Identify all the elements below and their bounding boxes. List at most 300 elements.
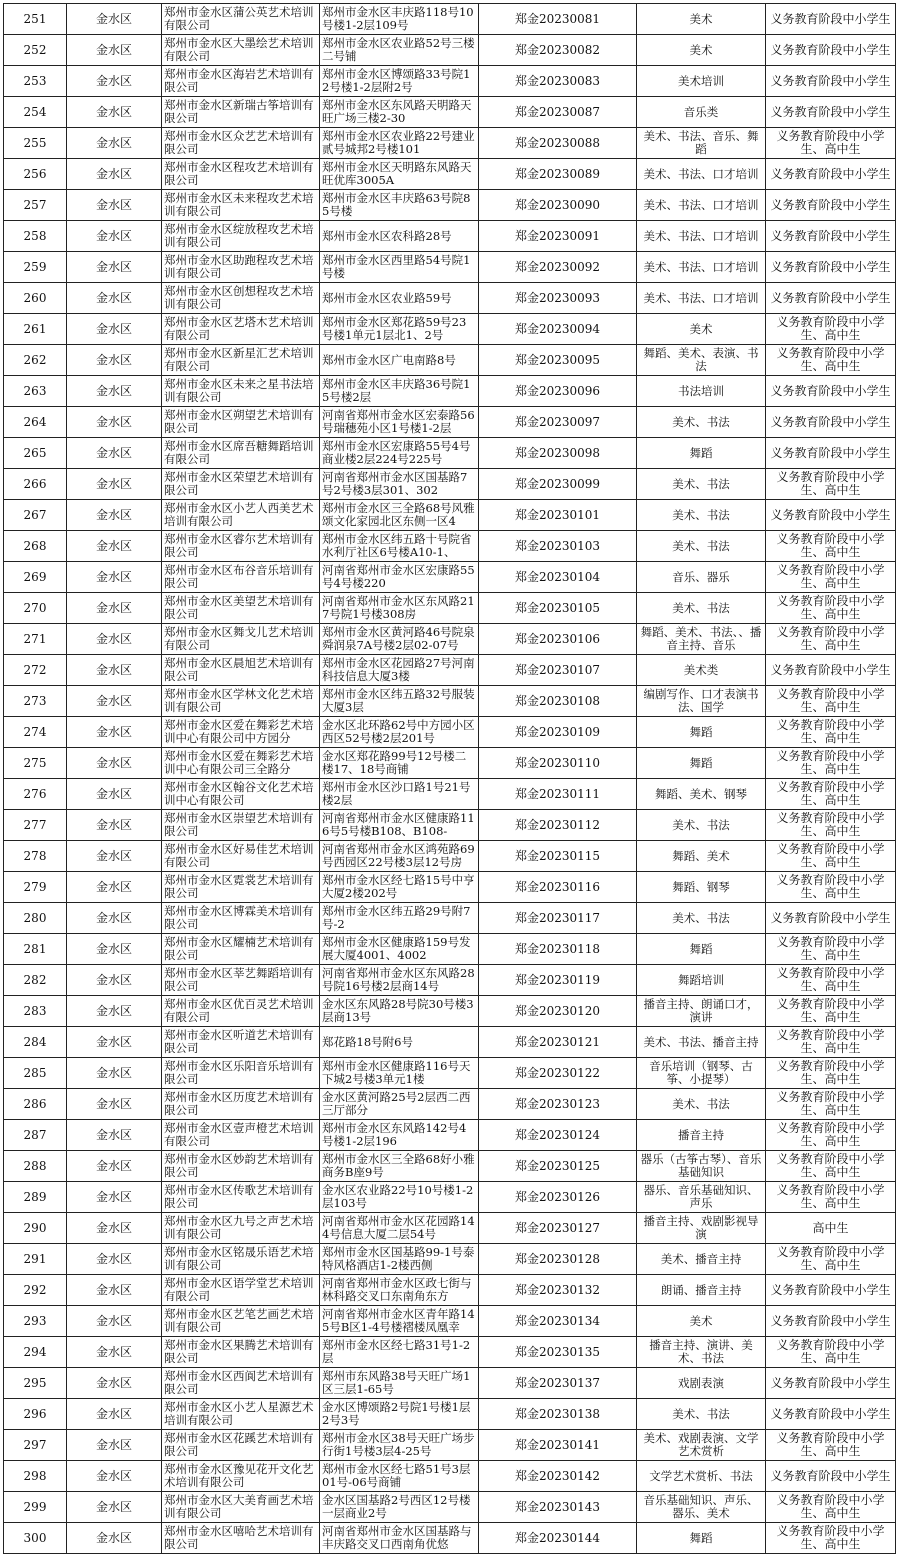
- row-number: 257: [4, 190, 67, 221]
- institution-name-cell: 郑州市金水区西阆艺术培训有限公司: [162, 1368, 320, 1399]
- district-cell: 金水区: [67, 996, 162, 1027]
- license-number-cell: 郑金20230122: [479, 1058, 637, 1089]
- target-audience-cell: 义务教育阶段中小学生、高中生: [766, 1089, 896, 1120]
- address-cell: 河南省郑州市金水区国基路与丰庆路交叉口西南角优悠: [320, 1523, 479, 1554]
- license-number-cell: 郑金20230088: [479, 128, 637, 159]
- license-number-cell: 郑金20230119: [479, 965, 637, 996]
- training-category-cell: 舞蹈: [637, 1523, 766, 1554]
- training-category-cell: 舞蹈: [637, 934, 766, 965]
- address-cell: 河南省郑州市金水区青年路145号B区1-4号楼褶楼凤凰幸: [320, 1306, 479, 1337]
- license-number-cell: 郑金20230092: [479, 252, 637, 283]
- table-row: [4, 531, 896, 562]
- district-cell: 金水区: [67, 748, 162, 779]
- target-audience-cell: 义务教育阶段中小学生、高中生: [766, 779, 896, 810]
- target-audience-cell: 义务教育阶段中小学生: [766, 903, 896, 934]
- row-number: 275: [4, 748, 67, 779]
- license-number-cell: 郑金20230089: [479, 159, 637, 190]
- row-number: 279: [4, 872, 67, 903]
- training-category-cell: 美术: [637, 314, 766, 345]
- row-number: 252: [4, 35, 67, 66]
- table-row: [4, 221, 896, 252]
- row-number: 265: [4, 438, 67, 469]
- target-audience-cell: 义务教育阶段中小学生、高中生: [766, 841, 896, 872]
- district-cell: 金水区: [67, 376, 162, 407]
- license-number-cell: 郑金20230093: [479, 283, 637, 314]
- license-number-cell: 郑金20230117: [479, 903, 637, 934]
- training-category-cell: 美术、书法: [637, 1089, 766, 1120]
- address-cell: 郑州市金水区东风路142号4号楼1-2层196: [320, 1120, 479, 1151]
- institution-name-cell: 郑州市金水区大墨绘艺术培训有限公司: [162, 35, 320, 66]
- table-row: [4, 624, 896, 655]
- row-number: 295: [4, 1368, 67, 1399]
- table-row: [4, 903, 896, 934]
- district-cell: 金水区: [67, 655, 162, 686]
- training-category-cell: 美术、书法: [637, 1399, 766, 1430]
- institution-name-cell: 郑州市金水区听道艺术培训有限公司: [162, 1027, 320, 1058]
- row-number: 278: [4, 841, 67, 872]
- training-category-cell: 舞蹈: [637, 748, 766, 779]
- institution-name-cell: 郑州市金水区众艺艺术培训有限公司: [162, 128, 320, 159]
- training-category-cell: 美术、书法: [637, 407, 766, 438]
- target-audience-cell: 义务教育阶段中小学生: [766, 159, 896, 190]
- row-number: 284: [4, 1027, 67, 1058]
- district-cell: 金水区: [67, 1337, 162, 1368]
- address-cell: 郑州市金水区丰庆路118号10号楼1-2层109号: [320, 4, 479, 35]
- target-audience-cell: 义务教育阶段中小学生、高中生: [766, 624, 896, 655]
- license-number-cell: 郑金20230082: [479, 35, 637, 66]
- training-category-cell: 音乐培训（钢琴、古筝、小提琴）: [637, 1058, 766, 1089]
- license-number-cell: 郑金20230134: [479, 1306, 637, 1337]
- target-audience-cell: 义务教育阶段中小学生: [766, 97, 896, 128]
- table-row: [4, 469, 896, 500]
- table-row: [4, 283, 896, 314]
- row-number: 293: [4, 1306, 67, 1337]
- district-cell: 金水区: [67, 934, 162, 965]
- license-number-cell: 郑金20230105: [479, 593, 637, 624]
- training-category-cell: 美术: [637, 4, 766, 35]
- license-number-cell: 郑金20230142: [479, 1461, 637, 1492]
- institution-name-cell: 郑州市金水区霓裳艺术培训有限公司: [162, 872, 320, 903]
- address-cell: 金水区博颂路2号院1号楼1层2号3号: [320, 1399, 479, 1430]
- target-audience-cell: 义务教育阶段中小学生、高中生: [766, 1337, 896, 1368]
- target-audience-cell: 义务教育阶段中小学生: [766, 252, 896, 283]
- target-audience-cell: 义务教育阶段中小学生: [766, 190, 896, 221]
- table-row: [4, 1244, 896, 1275]
- target-audience-cell: 义务教育阶段中小学生、高中生: [766, 1058, 896, 1089]
- address-cell: 郑州市金水区花园路27号河南科技信息大厦3楼: [320, 655, 479, 686]
- district-cell: 金水区: [67, 903, 162, 934]
- row-number: 299: [4, 1492, 67, 1523]
- institution-name-cell: 郑州市金水区莘艺舞蹈培训有限公司: [162, 965, 320, 996]
- institution-name-cell: 郑州市金水区耀楠艺术培训有限公司: [162, 934, 320, 965]
- training-category-cell: 美术、书法: [637, 593, 766, 624]
- address-cell: 河南省郑州市金水区健康路116号5号楼B108、B108-: [320, 810, 479, 841]
- training-category-cell: 美术、播音主持: [637, 1244, 766, 1275]
- table-row: [4, 1337, 896, 1368]
- address-cell: 郑州市金水区农业路22号建业贰号城邦2号楼101: [320, 128, 479, 159]
- address-cell: 郑州市金水区西里路54号院1号楼: [320, 252, 479, 283]
- training-category-cell: 美术、书法、音乐、舞蹈: [637, 128, 766, 159]
- license-number-cell: 郑金20230115: [479, 841, 637, 872]
- address-cell: 郑州市金水区纬五路十号院省水利厅社区6号楼A10-1、: [320, 531, 479, 562]
- row-number: 267: [4, 500, 67, 531]
- license-number-cell: 郑金20230107: [479, 655, 637, 686]
- institution-name-cell: 郑州市金水区传歌艺术培训有限公司: [162, 1182, 320, 1213]
- institution-name-cell: 郑州市金水区新星汇艺术培训有限公司: [162, 345, 320, 376]
- license-number-cell: 郑金20230081: [479, 4, 637, 35]
- institution-name-cell: 郑州市金水区睿尔艺术培训有限公司: [162, 531, 320, 562]
- district-cell: 金水区: [67, 1244, 162, 1275]
- address-cell: 河南省郑州市金水区政七街与林科路交叉口东南角东方: [320, 1275, 479, 1306]
- table-row: [4, 841, 896, 872]
- district-cell: 金水区: [67, 872, 162, 903]
- license-number-cell: 郑金20230124: [479, 1120, 637, 1151]
- district-cell: 金水区: [67, 1306, 162, 1337]
- license-number-cell: 郑金20230083: [479, 66, 637, 97]
- training-category-cell: 美术类: [637, 655, 766, 686]
- training-category-cell: 音乐类: [637, 97, 766, 128]
- address-cell: 金水区郑花路99号12号楼二楼17、18号商铺: [320, 748, 479, 779]
- target-audience-cell: 高中生: [766, 1213, 896, 1244]
- license-number-cell: 郑金20230097: [479, 407, 637, 438]
- row-number: 281: [4, 934, 67, 965]
- table-row: [4, 252, 896, 283]
- table-row: [4, 314, 896, 345]
- district-cell: 金水区: [67, 562, 162, 593]
- institution-name-cell: 郑州市金水区小艺人星源艺术培训有限公司: [162, 1399, 320, 1430]
- training-category-cell: 器乐（古筝古琴）、音乐基础知识: [637, 1151, 766, 1182]
- address-cell: 郑州市金水区经七路15号中亨大厦2楼202号: [320, 872, 479, 903]
- district-cell: 金水区: [67, 252, 162, 283]
- license-number-cell: 郑金20230104: [479, 562, 637, 593]
- license-number-cell: 郑金20230111: [479, 779, 637, 810]
- target-audience-cell: 义务教育阶段中小学生: [766, 438, 896, 469]
- row-number: 296: [4, 1399, 67, 1430]
- license-number-cell: 郑金20230128: [479, 1244, 637, 1275]
- row-number: 256: [4, 159, 67, 190]
- address-cell: 郑州市金水区经七路31号1-2层: [320, 1337, 479, 1368]
- row-number: 268: [4, 531, 67, 562]
- target-audience-cell: 义务教育阶段中小学生: [766, 1368, 896, 1399]
- target-audience-cell: 义务教育阶段中小学生: [766, 1306, 896, 1337]
- district-cell: 金水区: [67, 190, 162, 221]
- district-cell: 金水区: [67, 345, 162, 376]
- target-audience-cell: 义务教育阶段中小学生、高中生: [766, 934, 896, 965]
- district-cell: 金水区: [67, 1492, 162, 1523]
- district-cell: 金水区: [67, 624, 162, 655]
- institution-name-cell: 郑州市金水区蒲公英艺术培训有限公司: [162, 4, 320, 35]
- license-number-cell: 郑金20230144: [479, 1523, 637, 1554]
- district-cell: 金水区: [67, 1120, 162, 1151]
- institution-name-cell: 郑州市金水区美望艺术培训有限公司: [162, 593, 320, 624]
- institution-name-cell: 郑州市金水区乐阳音乐培训有限公司: [162, 1058, 320, 1089]
- row-number: 294: [4, 1337, 67, 1368]
- address-cell: 郑州市金水区纬五路29号附7号-2: [320, 903, 479, 934]
- table-row: [4, 1213, 896, 1244]
- row-number: 289: [4, 1182, 67, 1213]
- table-row: [4, 97, 896, 128]
- address-cell: 金水区黄河路25号2层西二西三厅部分: [320, 1089, 479, 1120]
- institution-name-cell: 郑州市金水区艺笔艺画艺术培训有限公司: [162, 1306, 320, 1337]
- table-row: [4, 1027, 896, 1058]
- training-category-cell: 舞蹈: [637, 717, 766, 748]
- address-cell: 郑州市金水区博颂路33号院12号楼1-2层附2号: [320, 66, 479, 97]
- institution-name-cell: 郑州市金水区崇望艺术培训有限公司: [162, 810, 320, 841]
- row-number: 254: [4, 97, 67, 128]
- district-cell: 金水区: [67, 779, 162, 810]
- institution-name-cell: 郑州市金水区学林文化艺术培训有限公司: [162, 686, 320, 717]
- institution-name-cell: 郑州市金水区壹声橙艺术培训有限公司: [162, 1120, 320, 1151]
- license-number-cell: 郑金20230120: [479, 996, 637, 1027]
- license-number-cell: 郑金20230112: [479, 810, 637, 841]
- target-audience-cell: 义务教育阶段中小学生: [766, 1399, 896, 1430]
- table-row: [4, 748, 896, 779]
- address-cell: 郑州市金水区三全路68号风雅颂文化家园北区东侧一区4: [320, 500, 479, 531]
- institution-name-cell: 郑州市金水区博霖美术培训有限公司: [162, 903, 320, 934]
- row-number: 287: [4, 1120, 67, 1151]
- institution-name-cell: 郑州市金水区九号之声艺术培训有限公司: [162, 1213, 320, 1244]
- target-audience-cell: 义务教育阶段中小学生、高中生: [766, 1492, 896, 1523]
- table-row: [4, 1399, 896, 1430]
- training-category-cell: 美术培训: [637, 66, 766, 97]
- table-row: [4, 500, 896, 531]
- license-number-cell: 郑金20230118: [479, 934, 637, 965]
- training-category-cell: 美术、书法: [637, 469, 766, 500]
- institution-name-cell: 郑州市金水区大美育画艺术培训有限公司: [162, 1492, 320, 1523]
- institution-name-cell: 郑州市金水区晨旭艺术培训有限公司: [162, 655, 320, 686]
- row-number: 260: [4, 283, 67, 314]
- address-cell: 郑州市金水区农业路59号: [320, 283, 479, 314]
- district-cell: 金水区: [67, 66, 162, 97]
- target-audience-cell: 义务教育阶段中小学生、高中生: [766, 469, 896, 500]
- address-cell: 郑花路18号附6号: [320, 1027, 479, 1058]
- address-cell: 郑州市金水区郑花路59号23号楼1单元1层北1、2号: [320, 314, 479, 345]
- institution-name-cell: 郑州市金水区未来之星书法培训有限公司: [162, 376, 320, 407]
- training-category-cell: 美术、书法、口才培训: [637, 283, 766, 314]
- district-cell: 金水区: [67, 283, 162, 314]
- target-audience-cell: 义务教育阶段中小学生: [766, 283, 896, 314]
- row-number: 273: [4, 686, 67, 717]
- training-category-cell: 音乐、器乐: [637, 562, 766, 593]
- district-cell: 金水区: [67, 1523, 162, 1554]
- table-row: [4, 1182, 896, 1213]
- target-audience-cell: 义务教育阶段中小学生、高中生: [766, 345, 896, 376]
- institution-name-cell: 郑州市金水区语学堂艺术培训有限公司: [162, 1275, 320, 1306]
- training-category-cell: 美术、书法: [637, 903, 766, 934]
- address-cell: 金水区农业路22号10号楼1-2层103号: [320, 1182, 479, 1213]
- license-number-cell: 郑金20230123: [479, 1089, 637, 1120]
- district-cell: 金水区: [67, 221, 162, 252]
- license-number-cell: 郑金20230141: [479, 1430, 637, 1461]
- license-number-cell: 郑金20230106: [479, 624, 637, 655]
- target-audience-cell: 义务教育阶段中小学生: [766, 4, 896, 35]
- institution-name-cell: 郑州市金水区果腾艺术培训有限公司: [162, 1337, 320, 1368]
- institution-name-cell: 郑州市金水区舞戈儿艺术培训有限公司: [162, 624, 320, 655]
- license-number-cell: 郑金20230090: [479, 190, 637, 221]
- table-row: [4, 593, 896, 624]
- district-cell: 金水区: [67, 593, 162, 624]
- row-number: 298: [4, 1461, 67, 1492]
- target-audience-cell: 义务教育阶段中小学生、高中生: [766, 872, 896, 903]
- training-category-cell: 戏剧表演: [637, 1368, 766, 1399]
- target-audience-cell: 义务教育阶段中小学生、高中生: [766, 810, 896, 841]
- address-cell: 郑州市金水区农业路52号三楼二号铺: [320, 35, 479, 66]
- row-number: 264: [4, 407, 67, 438]
- address-cell: 郑州市金水区38号天旺广场步行街1号楼3层4-25号: [320, 1430, 479, 1461]
- target-audience-cell: 义务教育阶段中小学生、高中生: [766, 1027, 896, 1058]
- row-number: 283: [4, 996, 67, 1027]
- row-number: 274: [4, 717, 67, 748]
- target-audience-cell: 义务教育阶段中小学生: [766, 1275, 896, 1306]
- table-row: [4, 345, 896, 376]
- address-cell: 河南省郑州市金水区东风路28号院16号楼2层商14号: [320, 965, 479, 996]
- target-audience-cell: 义务教育阶段中小学生: [766, 35, 896, 66]
- district-cell: 金水区: [67, 438, 162, 469]
- license-number-cell: 郑金20230143: [479, 1492, 637, 1523]
- training-category-cell: 朗诵、播音主持: [637, 1275, 766, 1306]
- institution-name-cell: 郑州市金水区小艺人西美艺术培训有限公司: [162, 500, 320, 531]
- target-audience-cell: 义务教育阶段中小学生、高中生: [766, 965, 896, 996]
- table-row: [4, 1151, 896, 1182]
- training-category-cell: 美术: [637, 1306, 766, 1337]
- table-row: [4, 4, 896, 35]
- license-number-cell: 郑金20230101: [479, 500, 637, 531]
- institution-name-cell: 郑州市金水区荣望艺术培训有限公司: [162, 469, 320, 500]
- address-cell: 郑州市金水区广电南路8号: [320, 345, 479, 376]
- address-cell: 郑州市东风路38号天旺广场1区三层1-65号: [320, 1368, 479, 1399]
- training-category-cell: 编剧写作、口才表演书法、国学: [637, 686, 766, 717]
- license-number-cell: 郑金20230103: [479, 531, 637, 562]
- district-cell: 金水区: [67, 1182, 162, 1213]
- target-audience-cell: 义务教育阶段中小学生、高中生: [766, 128, 896, 159]
- address-cell: 金水区国基路2号西区12号楼一层商业2号: [320, 1492, 479, 1523]
- license-number-cell: 郑金20230094: [479, 314, 637, 345]
- address-cell: 郑州市金水区丰庆路63号院85号楼: [320, 190, 479, 221]
- table-row: [4, 779, 896, 810]
- table-row: [4, 1275, 896, 1306]
- license-number-cell: 郑金20230087: [479, 97, 637, 128]
- district-cell: 金水区: [67, 531, 162, 562]
- district-cell: 金水区: [67, 4, 162, 35]
- target-audience-cell: 义务教育阶段中小学生、高中生: [766, 593, 896, 624]
- table-row: [4, 872, 896, 903]
- table-row: [4, 1461, 896, 1492]
- license-number-cell: 郑金20230125: [479, 1151, 637, 1182]
- district-cell: 金水区: [67, 1368, 162, 1399]
- table-row: [4, 1430, 896, 1461]
- table-row: [4, 1492, 896, 1523]
- row-number: 297: [4, 1430, 67, 1461]
- address-cell: 郑州市金水区健康路116号天下城2号楼3单元1楼: [320, 1058, 479, 1089]
- institution-name-cell: 郑州市金水区优百灵艺术培训有限公司: [162, 996, 320, 1027]
- training-category-cell: 美术、戏剧表演、文学艺术赏析: [637, 1430, 766, 1461]
- target-audience-cell: 义务教育阶段中小学生、高中生: [766, 1244, 896, 1275]
- training-category-cell: 美术、书法、口才培训: [637, 159, 766, 190]
- training-category-cell: 器乐、音乐基础知识、声乐: [637, 1182, 766, 1213]
- target-audience-cell: 义务教育阶段中小学生: [766, 66, 896, 97]
- target-audience-cell: 义务教育阶段中小学生、高中生: [766, 1523, 896, 1554]
- table-row: [4, 562, 896, 593]
- license-number-cell: 郑金20230135: [479, 1337, 637, 1368]
- target-audience-cell: 义务教育阶段中小学生、高中生: [766, 1430, 896, 1461]
- address-cell: 郑州市金水区健康路159号发展大厦4001、4002: [320, 934, 479, 965]
- row-number: 277: [4, 810, 67, 841]
- row-number: 262: [4, 345, 67, 376]
- table-row: [4, 128, 896, 159]
- table-row: [4, 1306, 896, 1337]
- license-number-cell: 郑金20230095: [479, 345, 637, 376]
- district-cell: 金水区: [67, 1027, 162, 1058]
- training-category-cell: 美术、书法: [637, 500, 766, 531]
- table-row: [4, 655, 896, 686]
- training-category-cell: 舞蹈、钢琴: [637, 872, 766, 903]
- license-number-cell: 郑金20230098: [479, 438, 637, 469]
- institution-table: [3, 3, 896, 1554]
- row-number: 285: [4, 1058, 67, 1089]
- address-cell: 河南省郑州市金水区花园路144号信息大厦二层54号: [320, 1213, 479, 1244]
- institution-name-cell: 郑州市金水区爱在舞彩艺术培训中心有限公司中方园分: [162, 717, 320, 748]
- row-number: 251: [4, 4, 67, 35]
- license-number-cell: 郑金20230132: [479, 1275, 637, 1306]
- training-category-cell: 播音主持: [637, 1120, 766, 1151]
- address-cell: 金水区北环路62号中方园小区西区52号楼2层201号: [320, 717, 479, 748]
- table-row: [4, 1058, 896, 1089]
- training-category-cell: 舞蹈: [637, 438, 766, 469]
- institution-name-cell: 郑州市金水区布谷音乐培训有限公司: [162, 562, 320, 593]
- institution-name-cell: 郑州市金水区朔望艺术培训有限公司: [162, 407, 320, 438]
- training-category-cell: 美术、书法、口才培训: [637, 252, 766, 283]
- address-cell: 郑州市金水区纬五路32号服装大厦3层: [320, 686, 479, 717]
- institution-name-cell: 郑州市金水区创想程攻艺术培训有限公司: [162, 283, 320, 314]
- target-audience-cell: 义务教育阶段中小学生: [766, 376, 896, 407]
- target-audience-cell: 义务教育阶段中小学生、高中生: [766, 314, 896, 345]
- row-number: 266: [4, 469, 67, 500]
- institution-name-cell: 郑州市金水区妙韵艺术培训有限公司: [162, 1151, 320, 1182]
- target-audience-cell: 义务教育阶段中小学生、高中生: [766, 531, 896, 562]
- target-audience-cell: 义务教育阶段中小学生: [766, 1461, 896, 1492]
- table-row: [4, 934, 896, 965]
- license-number-cell: 郑金20230110: [479, 748, 637, 779]
- institution-name-cell: 郑州市金水区绽放程攻艺术培训有限公司: [162, 221, 320, 252]
- training-category-cell: 美术、书法、口才培训: [637, 221, 766, 252]
- license-number-cell: 郑金20230121: [479, 1027, 637, 1058]
- institution-name-cell: 郑州市金水区豫见花开文化艺术培训有限公司: [162, 1461, 320, 1492]
- training-category-cell: 音乐基础知识、声乐、器乐、美术: [637, 1492, 766, 1523]
- table-row: [4, 438, 896, 469]
- row-number: 288: [4, 1151, 67, 1182]
- institution-name-cell: 郑州市金水区艺塔木艺术培训有限公司: [162, 314, 320, 345]
- district-cell: 金水区: [67, 965, 162, 996]
- district-cell: 金水区: [67, 1430, 162, 1461]
- row-number: 258: [4, 221, 67, 252]
- institution-name-cell: 郑州市金水区未来程攻艺术培训有限公司: [162, 190, 320, 221]
- institution-name-cell: 郑州市金水区翰谷文化艺术培训中心有限公司: [162, 779, 320, 810]
- district-cell: 金水区: [67, 97, 162, 128]
- table-row: [4, 965, 896, 996]
- training-category-cell: 文学艺术赏析、书法: [637, 1461, 766, 1492]
- district-cell: 金水区: [67, 841, 162, 872]
- address-cell: 郑州市金水区天明路东风路天旺优库3005A: [320, 159, 479, 190]
- district-cell: 金水区: [67, 1461, 162, 1492]
- training-category-cell: 书法培训: [637, 376, 766, 407]
- row-number: 280: [4, 903, 67, 934]
- institution-name-cell: 郑州市金水区程攻艺术培训有限公司: [162, 159, 320, 190]
- address-cell: 郑州市金水区沙口路1号21号楼2层: [320, 779, 479, 810]
- license-number-cell: 郑金20230126: [479, 1182, 637, 1213]
- row-number: 286: [4, 1089, 67, 1120]
- training-category-cell: 播音主持、朗诵口才，演讲: [637, 996, 766, 1027]
- target-audience-cell: 义务教育阶段中小学生: [766, 221, 896, 252]
